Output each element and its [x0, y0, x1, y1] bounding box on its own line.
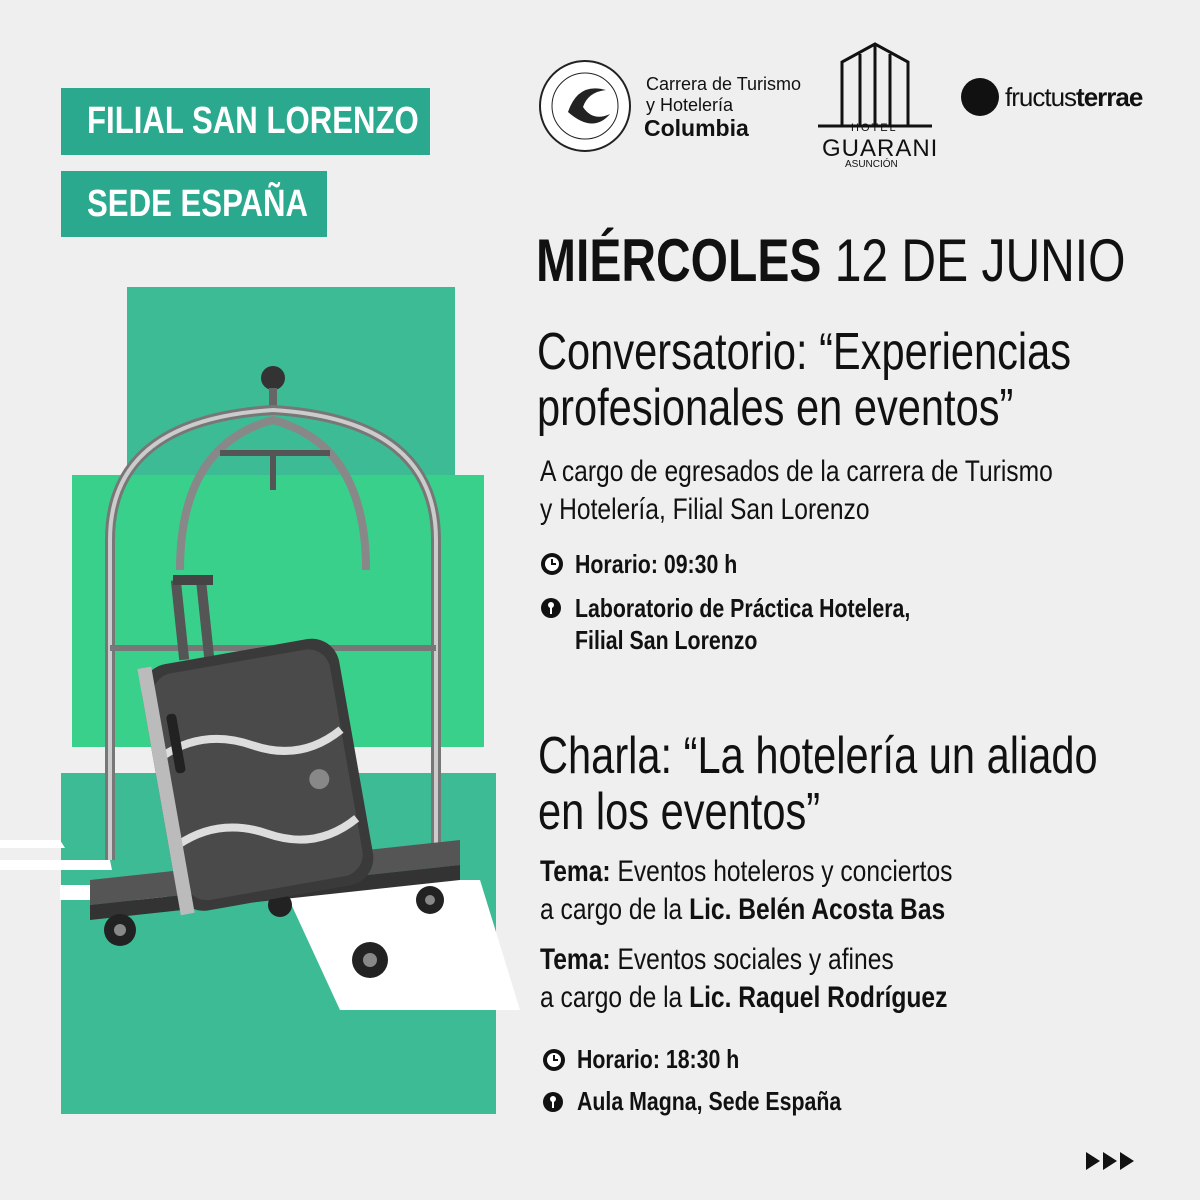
date-rest: 12 DE JUNIO: [834, 227, 1126, 294]
event2-horario: Horario: 18:30 h: [577, 1044, 740, 1074]
tema-label: Tema:: [540, 855, 611, 888]
tag-filial-san-lorenzo: [61, 88, 430, 155]
event2-tema2-line1: [540, 941, 894, 979]
event1-place-line1: Laboratorio de Práctica Hotelera,: [575, 593, 911, 623]
tema1-speaker: Lic. Belén Acosta Bas: [689, 893, 946, 926]
event-date: [536, 227, 1126, 294]
guarani-hotel-label: HOTEL: [851, 122, 898, 134]
tema2-text: Eventos sociales y afines: [610, 943, 894, 976]
fructus-terrae-logo: [1005, 82, 1142, 113]
fructus-terrae-dot-icon: [961, 78, 999, 116]
event2-title-line1: Charla: “La hotelería un aliado: [538, 727, 1098, 785]
columbia-logo-text-3: Columbia: [644, 115, 749, 141]
event2-tema2-line2: [540, 979, 947, 1017]
event1-desc-line2: y Hotelería, Filial San Lorenzo: [540, 493, 870, 526]
tag-sede-espana: [61, 171, 327, 237]
event1-title-line2: profesionales en eventos”: [537, 379, 1014, 437]
tema-label: Tema:: [540, 943, 611, 976]
hotel-guarani-building-icon: [818, 42, 932, 128]
event1-desc-line1: A cargo de egresados de la carrera de Turismo: [540, 455, 1053, 488]
event2-title-line2: en los eventos”: [538, 783, 821, 841]
next-arrows-icon[interactable]: [1086, 1150, 1136, 1172]
event1-title-line1: Conversatorio: “Experiencias: [537, 323, 1072, 381]
tema1-text: Eventos hoteleros y conciertos: [610, 855, 953, 888]
tag-label: SEDE ESPAÑA: [87, 182, 309, 225]
guarani-name: GUARANI: [822, 135, 939, 162]
tema1-prefix: a cargo de la: [540, 893, 690, 926]
event2-tema1-line1: [540, 853, 952, 891]
tema2-speaker: Lic. Raquel Rodríguez: [689, 981, 948, 1014]
guarani-city: ASUNCIÓN: [845, 159, 898, 170]
event2-tema1-line2: [540, 891, 945, 929]
clock-icon: [542, 1048, 566, 1072]
columbia-logo-text-2: y Hotelería: [646, 95, 734, 115]
clock-icon: [540, 552, 564, 576]
luggage-cart-illustration: [80, 360, 480, 1000]
tag-label: FILIAL SAN LORENZO: [87, 100, 419, 142]
location-icon: [542, 1091, 564, 1113]
event2-place: Aula Magna, Sede España: [577, 1086, 842, 1116]
event1-horario: Horario: 09:30 h: [575, 549, 738, 579]
fructus-text: fructus: [1005, 82, 1077, 112]
event1-place-line2: Filial San Lorenzo: [575, 625, 758, 655]
columbia-seal-logo: [538, 52, 632, 160]
location-icon: [540, 597, 562, 619]
tema2-prefix: a cargo de la: [540, 981, 690, 1014]
terrae-text: terrae: [1076, 82, 1143, 112]
date-day: MIÉRCOLES: [536, 227, 822, 294]
columbia-logo-text-1: Carrera de Turismo: [646, 74, 802, 94]
